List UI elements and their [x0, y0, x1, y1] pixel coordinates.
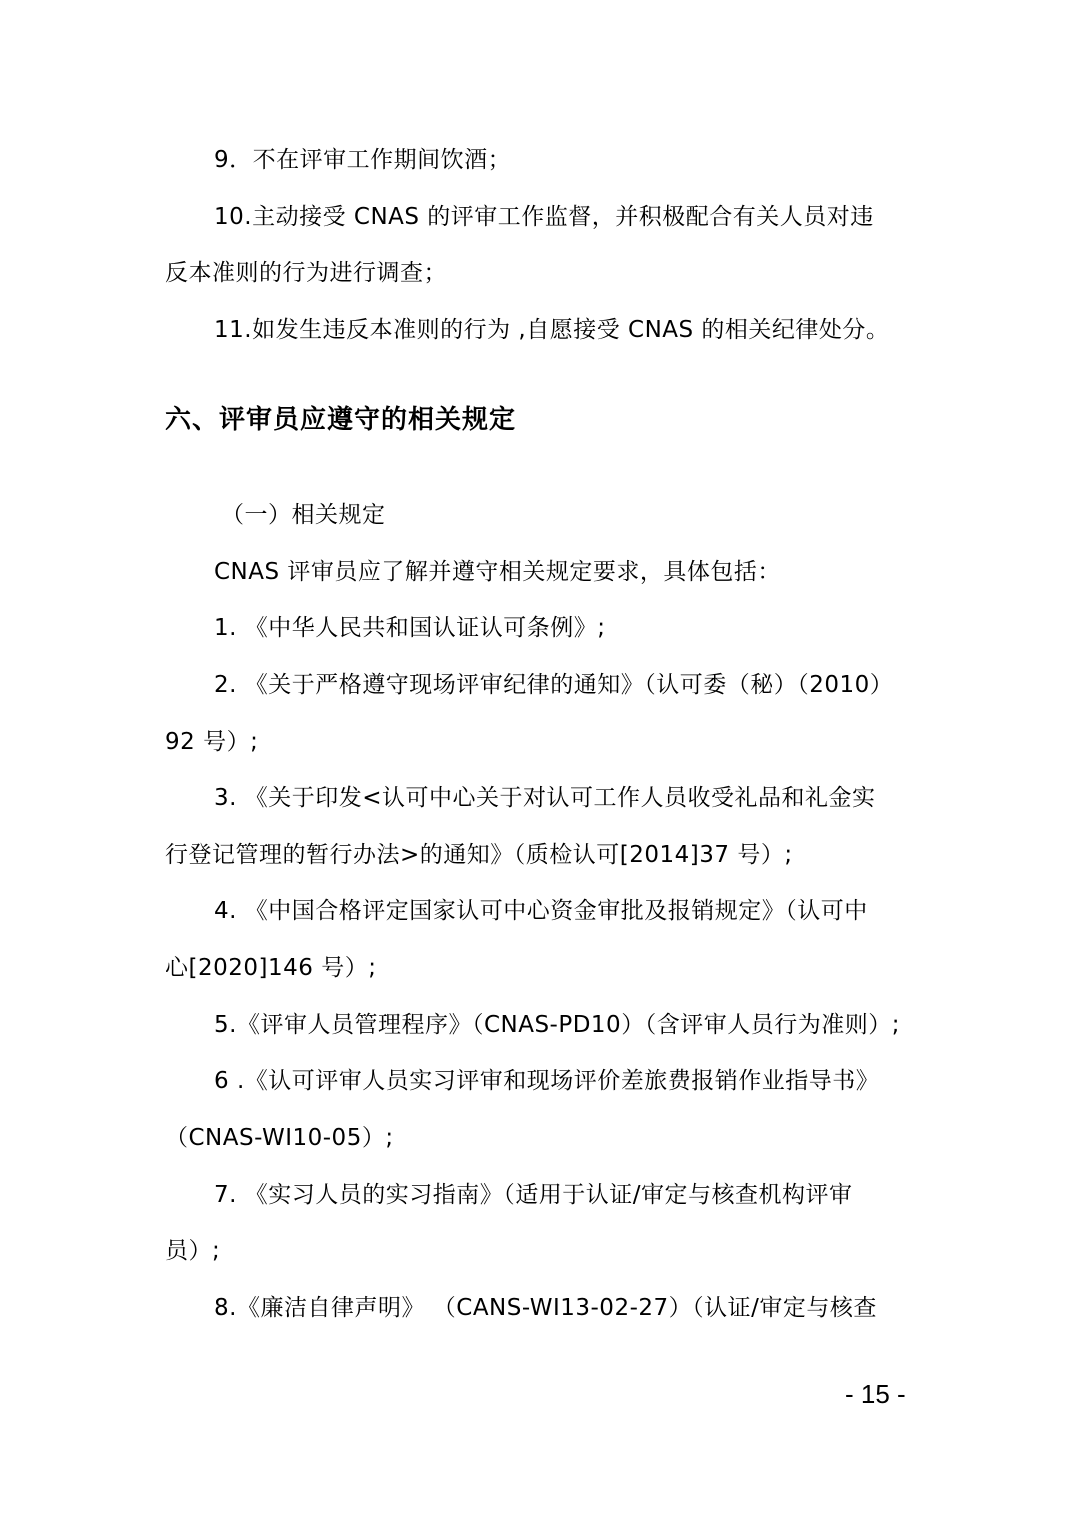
list-item-11: 11.如发生违反本准则的行为 ,自愿接受 CNAS 的相关纪律处分。: [214, 317, 890, 343]
section-heading: 六、评审员应遵守的相关规定: [165, 405, 517, 435]
subsection-heading: （一）相关规定: [221, 502, 386, 528]
regulation-item-2-continuation: 92 号）;: [165, 729, 259, 755]
page-number: - 15 -: [845, 1379, 906, 1409]
regulation-item-3: 3. 《关于印发<认可中心关于对认可工作人员收受礼品和礼金实: [214, 785, 876, 811]
regulation-item-7-continuation: 员）;: [165, 1238, 221, 1264]
regulation-item-1: 1. 《中华人民共和国认证认可条例》;: [214, 615, 606, 641]
list-item-10-continuation: 反本准则的行为进行调查；: [165, 260, 447, 286]
regulation-item-7: 7. 《实习人员的实习指南》（适用于认证/审定与核查机构评审: [214, 1182, 853, 1208]
list-item-9: 9．不在评审工作期间饮酒；: [214, 147, 512, 173]
regulation-item-4-continuation: 心[2020]146 号）;: [165, 955, 377, 981]
regulation-item-4: 4. 《中国合格评定国家认可中心资金审批及报销规定》（认可中: [214, 898, 868, 924]
regulation-item-8: 8.《廉洁自律声明》 （CANS-WI13-02-27）（认证/审定与核查: [214, 1295, 877, 1321]
regulation-item-6: 6 .《认可评审人员实习评审和现场评价差旅费报销作业指导书》: [214, 1068, 880, 1094]
regulation-item-5: 5.《评审人员管理程序》（CNAS-PD10）（含评审人员行为准则）;: [214, 1012, 900, 1038]
list-item-10: 10.主动接受 CNAS 的评审工作监督，并积极配合有关人员对违: [214, 204, 874, 230]
regulation-item-6-continuation: （CNAS-WI10-05）;: [165, 1125, 394, 1151]
intro-paragraph: CNAS 评审员应了解并遵守相关规定要求，具体包括：: [214, 559, 781, 585]
regulation-item-3-continuation: 行登记管理的暂行办法>的通知》（质检认可[2014]37 号）;: [165, 842, 793, 868]
regulation-item-2: 2. 《关于严格遵守现场评审纪律的通知》（认可委（秘）（2010）: [214, 672, 894, 698]
